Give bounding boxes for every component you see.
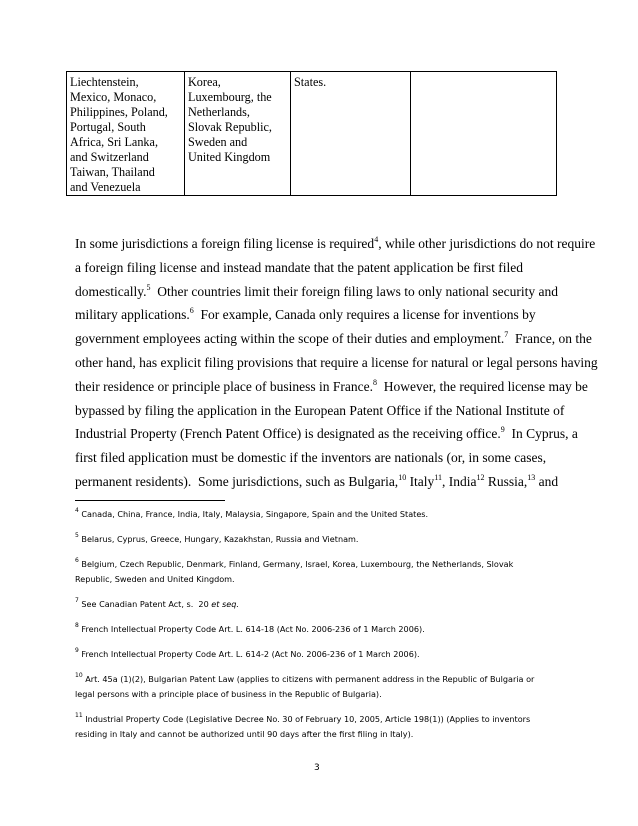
cell-line: United Kingdom [188,150,271,164]
text-line: military applications.$^6$ For example, Canada only requires a license for inventions by [75,306,536,323]
cell-line: Portugal, South [70,120,146,134]
footnote-10: $^{10}$ Art. 45a (1)(2), Bulgarian Patent Law (applies to citizens with permanent address in the Republic of Bulgaria or legal persons with a principle place of business in the Republic of Bulgaria). [75,672,535,699]
cell-line: Luxembourg, the [188,90,272,104]
footnote-ref[interactable]: 12 [476,472,485,482]
cell-line: States. [294,75,327,89]
text-line: their residence or principle place of business in France.$^8$ However, the required license may be [75,377,588,394]
cell-line: Slovak Republic, [188,120,272,134]
text-line: other hand, has explicit filing provisions that require a license for natural or legal persons having [75,354,598,370]
table-row [67,72,557,196]
table-cell [291,72,411,196]
text-line: In some jurisdictions a foreign filing license is required$^4$, while other jurisdictions do not require [75,235,596,251]
cell-line: Mexico, Monaco, [70,90,157,104]
footnote-ref[interactable]: 8 [373,377,378,387]
text-line: bypassed by filing the application in the European Patent Office if the National Institute of [75,402,565,418]
footnote-5: $^5$ Belarus, Cyprus, Greece, Hungary, Kazakhstan, Russia and Vietnam. [75,532,359,544]
footnote-ref[interactable]: 5 [146,282,151,292]
footnote-8: $^8$ French Intellectual Property Code Art. L. 614-18 (Act No. 2006-236 of 1 March 2006). [75,622,425,634]
table-cell [185,72,291,196]
cell-line: Korea, [188,75,221,89]
country-table [66,71,557,196]
cell-line: Netherlands, [188,105,250,119]
cell-line: Sweden and [188,135,248,149]
text-line: government employees acting within the scope of their duties and employment.$^7$ France, on the [75,330,592,347]
footnote-ref[interactable]: 7 [504,330,509,340]
body-text [75,232,598,494]
footnote-4: $^4$ Canada, China, France, India, Italy, Malaysia, Singapore, Spain and the United States. [75,507,429,519]
footnote-9: $^9$ French Intellectual Property Code Art. L. 614-2 (Act No. 2006-236 of 1 March 2006). [75,647,420,659]
text-line: first filed application must be domestic if the inventors are nationals (or, in some cases, [75,450,547,466]
cell-line: Liechtenstein, [70,75,139,89]
footnote-ref[interactable]: 13 [527,472,536,482]
text-line: permanent residents). Some jurisdictions, such as Bulgaria,$^{10}$ Italy$^{11}$, India$^{12}$ Russia,$^{13}$ and [75,472,559,489]
footnote-ref[interactable]: 4 [374,235,379,244]
table-cell-empty [411,72,557,196]
cell-line: and Switzerland [70,150,149,164]
footnote-7: $^7$ See Canadian Patent Act, s. 20 et seq. [75,597,239,609]
footnote-ref[interactable]: 6 [189,306,194,316]
table-cell [67,72,185,196]
text-line: domestically.$^5$ Other countries limit their foreign filing laws to only national security and [75,282,559,299]
cell-line: Philippines, Poland, [70,105,168,119]
footnote-separator [75,500,225,501]
footnote-ref[interactable]: 11 [434,472,443,482]
text-line: Industrial Property (French Patent Office) is designated as the receiving office.$^9$ In Cyprus, a [75,425,578,442]
cell-line: Taiwan, Thailand [70,165,155,179]
footnote-11: $^{11}$ Industrial Property Code (Legislative Decree No. 30 of February 10, 2005, Article 198(1)) (Applies to inventors residing in Italy and cannot be authorized until 90 days after the first filing in Italy). [75,712,531,739]
page-number: 3 [314,763,320,773]
text-line: a foreign filing license and instead mandate that the patent application be first filed [75,259,523,275]
cell-line: and Venezuela [70,180,141,194]
cell-line: Africa, Sri Lanka, [70,135,158,149]
footnote-ref[interactable]: 10 [398,472,407,482]
footnote-6: $^6$ Belgium, Czech Republic, Denmark, Finland, Germany, Israel, Korea, Luxembourg, the Netherlands, Slovak Republic, Sweden and United Kingdom. [75,557,514,584]
footnote-ref[interactable]: 9 [500,425,505,435]
